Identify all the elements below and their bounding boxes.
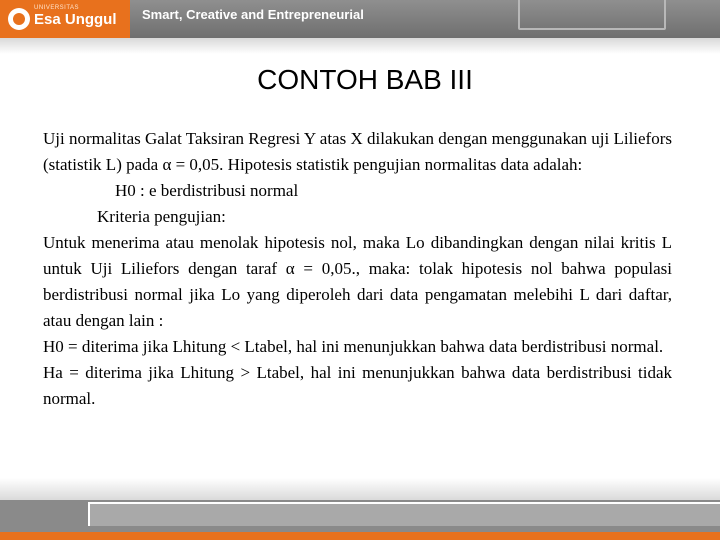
slide-title: CONTOH BAB III (257, 64, 473, 95)
logo-subtitle: UNIVERSITAS (34, 5, 80, 11)
footer-shadow (0, 478, 720, 500)
paragraph-h0-accept: H0 = diterima jika Lhitung < Ltabel, hal ini menunjukkan bahwa data berdistribusi normal. (43, 337, 664, 356)
header-shadow (0, 38, 720, 54)
header-tagline: Smart, Creative and Entrepreneurial (142, 7, 364, 22)
paragraph-ha-accept: Ha = diterima jika Lhitung > Ltabel, hal ini menunjukkan bahwa data berdistribusi tidak normal. (43, 363, 672, 408)
logo-name: Esa Unggul (34, 11, 117, 28)
paragraph-h0: H0 : e berdistribusi normal (115, 181, 299, 200)
footer-panel (88, 502, 720, 526)
university-logo (0, 0, 130, 38)
paragraph-criteria: Kriteria pengujian: (97, 207, 226, 226)
header-bar (0, 0, 720, 38)
footer-accent-stripe (0, 532, 720, 540)
header-decoration (518, 0, 666, 30)
paragraph-intro: Uji normalitas Galat Taksiran Regresi Y atas X dilakukan dengan menggunakan uji Liliefors (statistik L) pada α = 0,05. Hipotesis statistik pengujian normalitas data adalah: (43, 129, 672, 174)
logo-emblem-icon (8, 8, 30, 30)
slide-body (43, 126, 672, 412)
paragraph-rule: Untuk menerima atau menolak hipotesis nol, maka Lo dibandingkan dengan nilai kritis L untuk Uji Liliefors dengan taraf α = 0,05., maka: tolak hipotesis nol bahwa populasi berdistribusi normal jika Lo yang diperoleh dari data pengamatan melebihi L dari daftar, atau dengan lain : (43, 233, 672, 330)
